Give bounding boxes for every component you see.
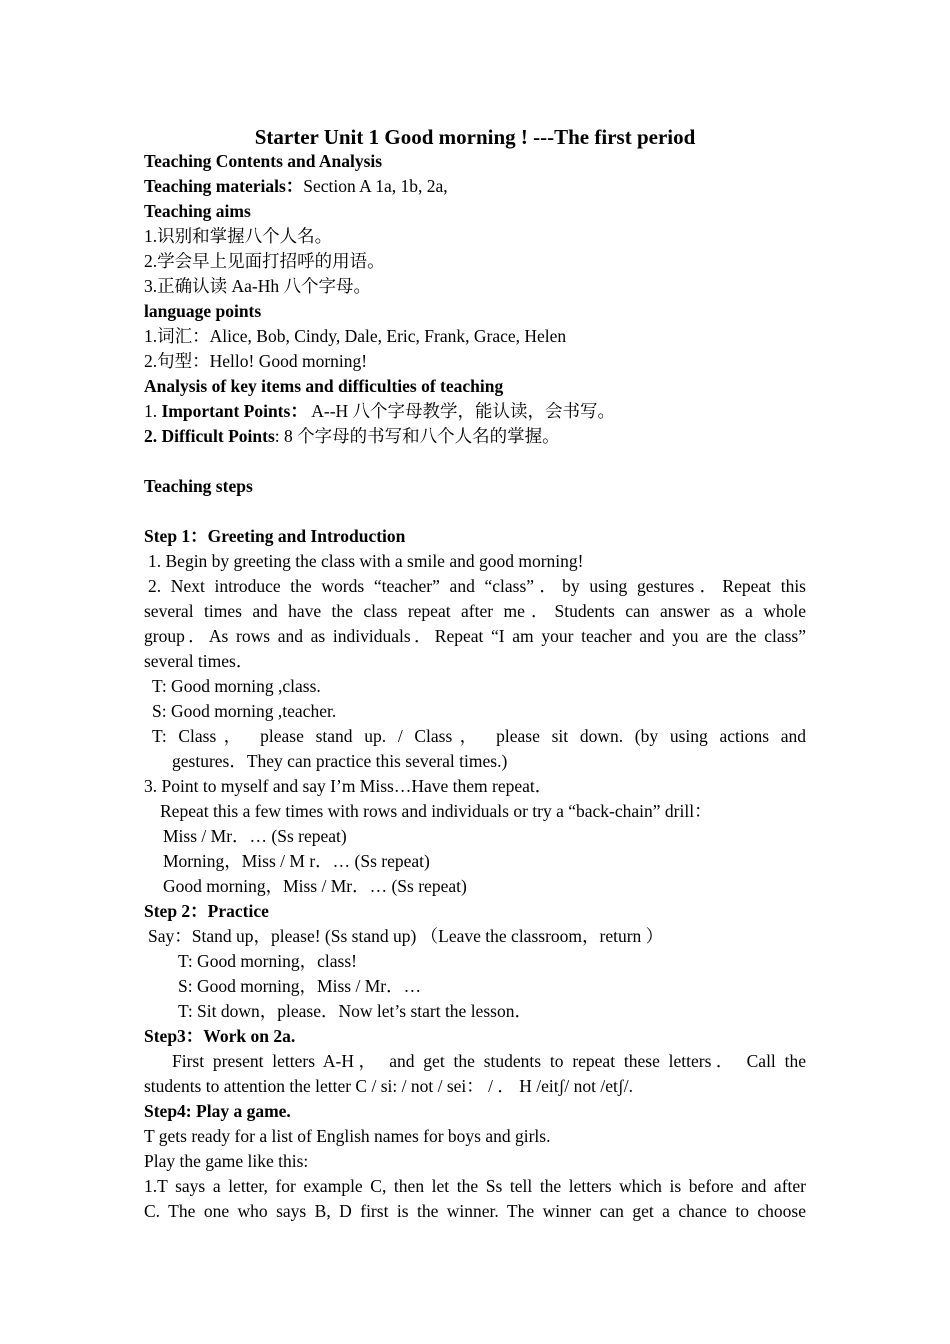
- difficult-label: 2. Difficult Points: [144, 426, 275, 446]
- document-body: [144, 149, 806, 1224]
- drill-line: Good morning，Miss / Mr．… (Ss repeat): [163, 876, 467, 896]
- section-heading-contents: Teaching Contents and Analysis: [144, 151, 383, 171]
- important-points: 1. Important Points： A--H 八个字母教学，能认读，会书写。: [144, 401, 616, 421]
- step1-paragraph-line: several times and have the class repeat after me．Students can answer as a whole: [144, 601, 806, 621]
- dialog-line: T: Good morning ,class.: [152, 676, 321, 696]
- important-value: A--H 八个字母教学，能认读，会书写。: [307, 401, 616, 421]
- step3-line: students to attention the letter C / si: / not / sei： / ． H /eitʃ/ not /etʃ/.: [144, 1076, 633, 1096]
- step2-say: Say：Stand up，please! (Ss stand up) （Leave the classroom，return ）: [148, 926, 664, 946]
- section-heading-aims: Teaching aims: [144, 201, 251, 221]
- dialog-line: T: Good morning，class!: [178, 951, 357, 971]
- dialog-line: T: Class， please stand up. / Class， please sit down. (by using actions and: [152, 726, 806, 746]
- step1-item-sub: Repeat this a few times with rows and individuals or try a “back-chain” drill：: [160, 801, 712, 821]
- aim-item: 2.学会早上见面打招呼的用语。: [144, 251, 385, 271]
- section-heading-language-points: language points: [144, 301, 262, 321]
- dialog-line: S: Good morning ,teacher.: [152, 701, 337, 721]
- dialog-line: T: Sit down，please．Now let’s start the lesson．: [178, 1001, 532, 1021]
- step1-item: 3. Point to myself and say I’m Miss…Have them repeat．: [144, 776, 553, 796]
- language-point: 1.词汇：Alice, Bob, Cindy, Dale, Eric, Frank, Grace, Helen: [144, 326, 567, 346]
- section-heading-analysis: Analysis of key items and difficulties of teaching: [144, 376, 504, 396]
- step3-heading: Step3：Work on 2a.: [144, 1026, 296, 1046]
- aim-item: 1.识别和掌握八个人名。: [144, 226, 333, 246]
- drill-line: Miss / Mr．… (Ss repeat): [163, 826, 347, 846]
- step1-paragraph-line: 2. Next introduce the words “teacher” and “class”．by using gestures．Repeat this: [148, 576, 806, 596]
- difficult-points: [144, 424, 806, 449]
- materials-value: Section A 1a, 1b, 2a,: [303, 176, 448, 196]
- page-title: Starter Unit 1 Good morning ! ---The first period: [254, 125, 696, 149]
- important-label: Important Points：: [161, 401, 308, 421]
- step4-line: Play the game like this:: [144, 1151, 309, 1171]
- step1-paragraph-line: several times．: [144, 651, 254, 671]
- step2-heading: Step 2：Practice: [144, 901, 269, 921]
- difficult-value: : 8 个字母的书写和八个人名的掌握。: [274, 426, 560, 446]
- dialog-line: gestures．They can practice this several times.): [172, 751, 508, 771]
- step4-heading: Step4: Play a game.: [144, 1101, 291, 1121]
- drill-line: Morning，Miss / M r．… (Ss repeat): [163, 851, 430, 871]
- step4-game-line: C. The one who says B, D first is the winner. The winner can get a chance to choose: [144, 1201, 806, 1221]
- step4-line: T gets ready for a list of English names for boys and girls.: [144, 1126, 551, 1146]
- step4-game-line: 1.T says a letter, for example C, then let the Ss tell the letters which is before and after: [144, 1176, 806, 1196]
- step1-paragraph-line: group．As rows and as individuals．Repeat “I am your teacher and you are the class”: [144, 626, 806, 646]
- step3-line: First present letters A-H， and get the students to repeat these letters． Call the: [172, 1051, 806, 1071]
- materials-label: Teaching materials：: [144, 176, 304, 196]
- teaching-materials: [144, 174, 806, 199]
- dialog-line: S: Good morning，Miss / Mr．…: [178, 976, 422, 996]
- aim-item: 3.正确认读 Aa-Hh 八个字母。: [144, 276, 371, 296]
- step1-item: 1. Begin by greeting the class with a smile and good morning!: [148, 551, 584, 571]
- step1-heading: Step 1：Greeting and Introduction: [144, 526, 406, 546]
- section-heading-steps: Teaching steps: [144, 476, 253, 496]
- language-point: 2.句型：Hello! Good morning!: [144, 351, 368, 371]
